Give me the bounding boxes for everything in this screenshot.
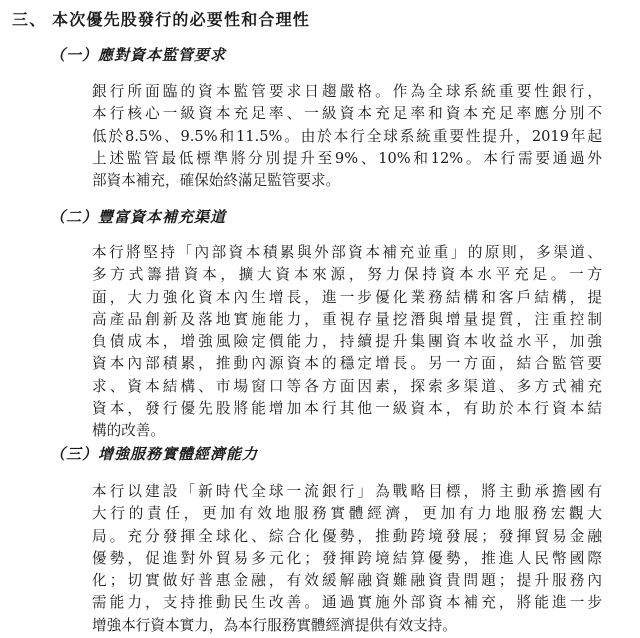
paragraph-line: 局。充分發揮全球化、綜合化優勢，推動跨境發展；發揮貿易金融 [92, 527, 602, 545]
paragraph-line: 高產品創新及落地實施能力，重視存量挖潛與增量提質，注重控制 [92, 310, 602, 328]
paragraph-line: 大行的責任，更加有效地服務實體經濟，更加有力地服務宏觀大 [92, 505, 602, 523]
subsection-paragraph-1 [92, 81, 602, 192]
paragraph-line: 優勢，促進對外貿易多元化；發揮跨境結算優勢，推進人民幣國際 [92, 549, 602, 567]
section-title: 本次優先股發行的必要性和合理性 [52, 10, 311, 29]
subsection-heading-3: （三）增強服務實體經濟能力 [50, 445, 259, 463]
paragraph-line: 本行以建設「新時代全球一流銀行」為戰略目標，將主動承擔國有 [92, 483, 602, 500]
paragraph-line: 增強本行資本實力，為本行服務實體經濟提供有效支持。 [92, 616, 457, 634]
paragraph-line: 部資本補充，確保始終滿足監管要求。 [92, 172, 341, 190]
paragraph-line: 化；切實做好普惠金融，有效緩解融資難融資貴問題；提升服務內 [92, 572, 602, 590]
paragraph-line: 求、資本結構、市場窗口等各方面因素，探索多渠道、多方式補充 [92, 377, 602, 395]
section-number: 三、 [12, 10, 47, 29]
subsection-paragraph-2 [92, 242, 602, 443]
paragraph-line: 多方式籌措資本，擴大資本來源，努力保持資本水平充足。一方 [92, 266, 602, 284]
paragraph-line: 負債成本，增強風險定價能力，持續提升集團資本收益水平，加強 [92, 333, 602, 351]
paragraph-line: 需能力，支持推動民生改善。通過實施外部資本補充，將能進一步 [92, 594, 602, 612]
paragraph-line: 銀行所面臨的資本監管要求日趨嚴格。作為全球系統重要性銀行， [92, 83, 602, 100]
subsection-heading-2: （二）豐富資本補充渠道 [50, 208, 227, 226]
section-heading [12, 7, 310, 30]
paragraph-line: 資本，發行優先股將能增加本行其他一級資本，有助於本行資本結 [92, 400, 602, 418]
paragraph-line: 低於8.5%、9.5%和11.5%。由於本行全球系統重要性提升，2019年起 [92, 127, 602, 145]
paragraph-line: 資本內部積累，推動內源資本的穩定增長。另一方面，結合監管要 [92, 355, 602, 373]
paragraph-line: 上述監管最低標準將分別提升至9%、10%和12%。本行需要通過外 [92, 149, 602, 167]
paragraph-line: 構的改善。 [92, 422, 165, 440]
paragraph-line: 本行將堅持「內部資本積累與外部資本補充並重」的原則，多渠道、 [92, 244, 602, 261]
paragraph-line: 本行核心一級資本充足率、一級資本充足率和資本充足率應分別不 [92, 105, 602, 123]
subsection-paragraph-3 [92, 481, 602, 637]
paragraph-line: 面，大力強化資本內生增長，進一步優化業務結構和客戶結構，提 [92, 288, 602, 306]
subsection-heading-1: （一）應對資本監管要求 [50, 46, 227, 64]
